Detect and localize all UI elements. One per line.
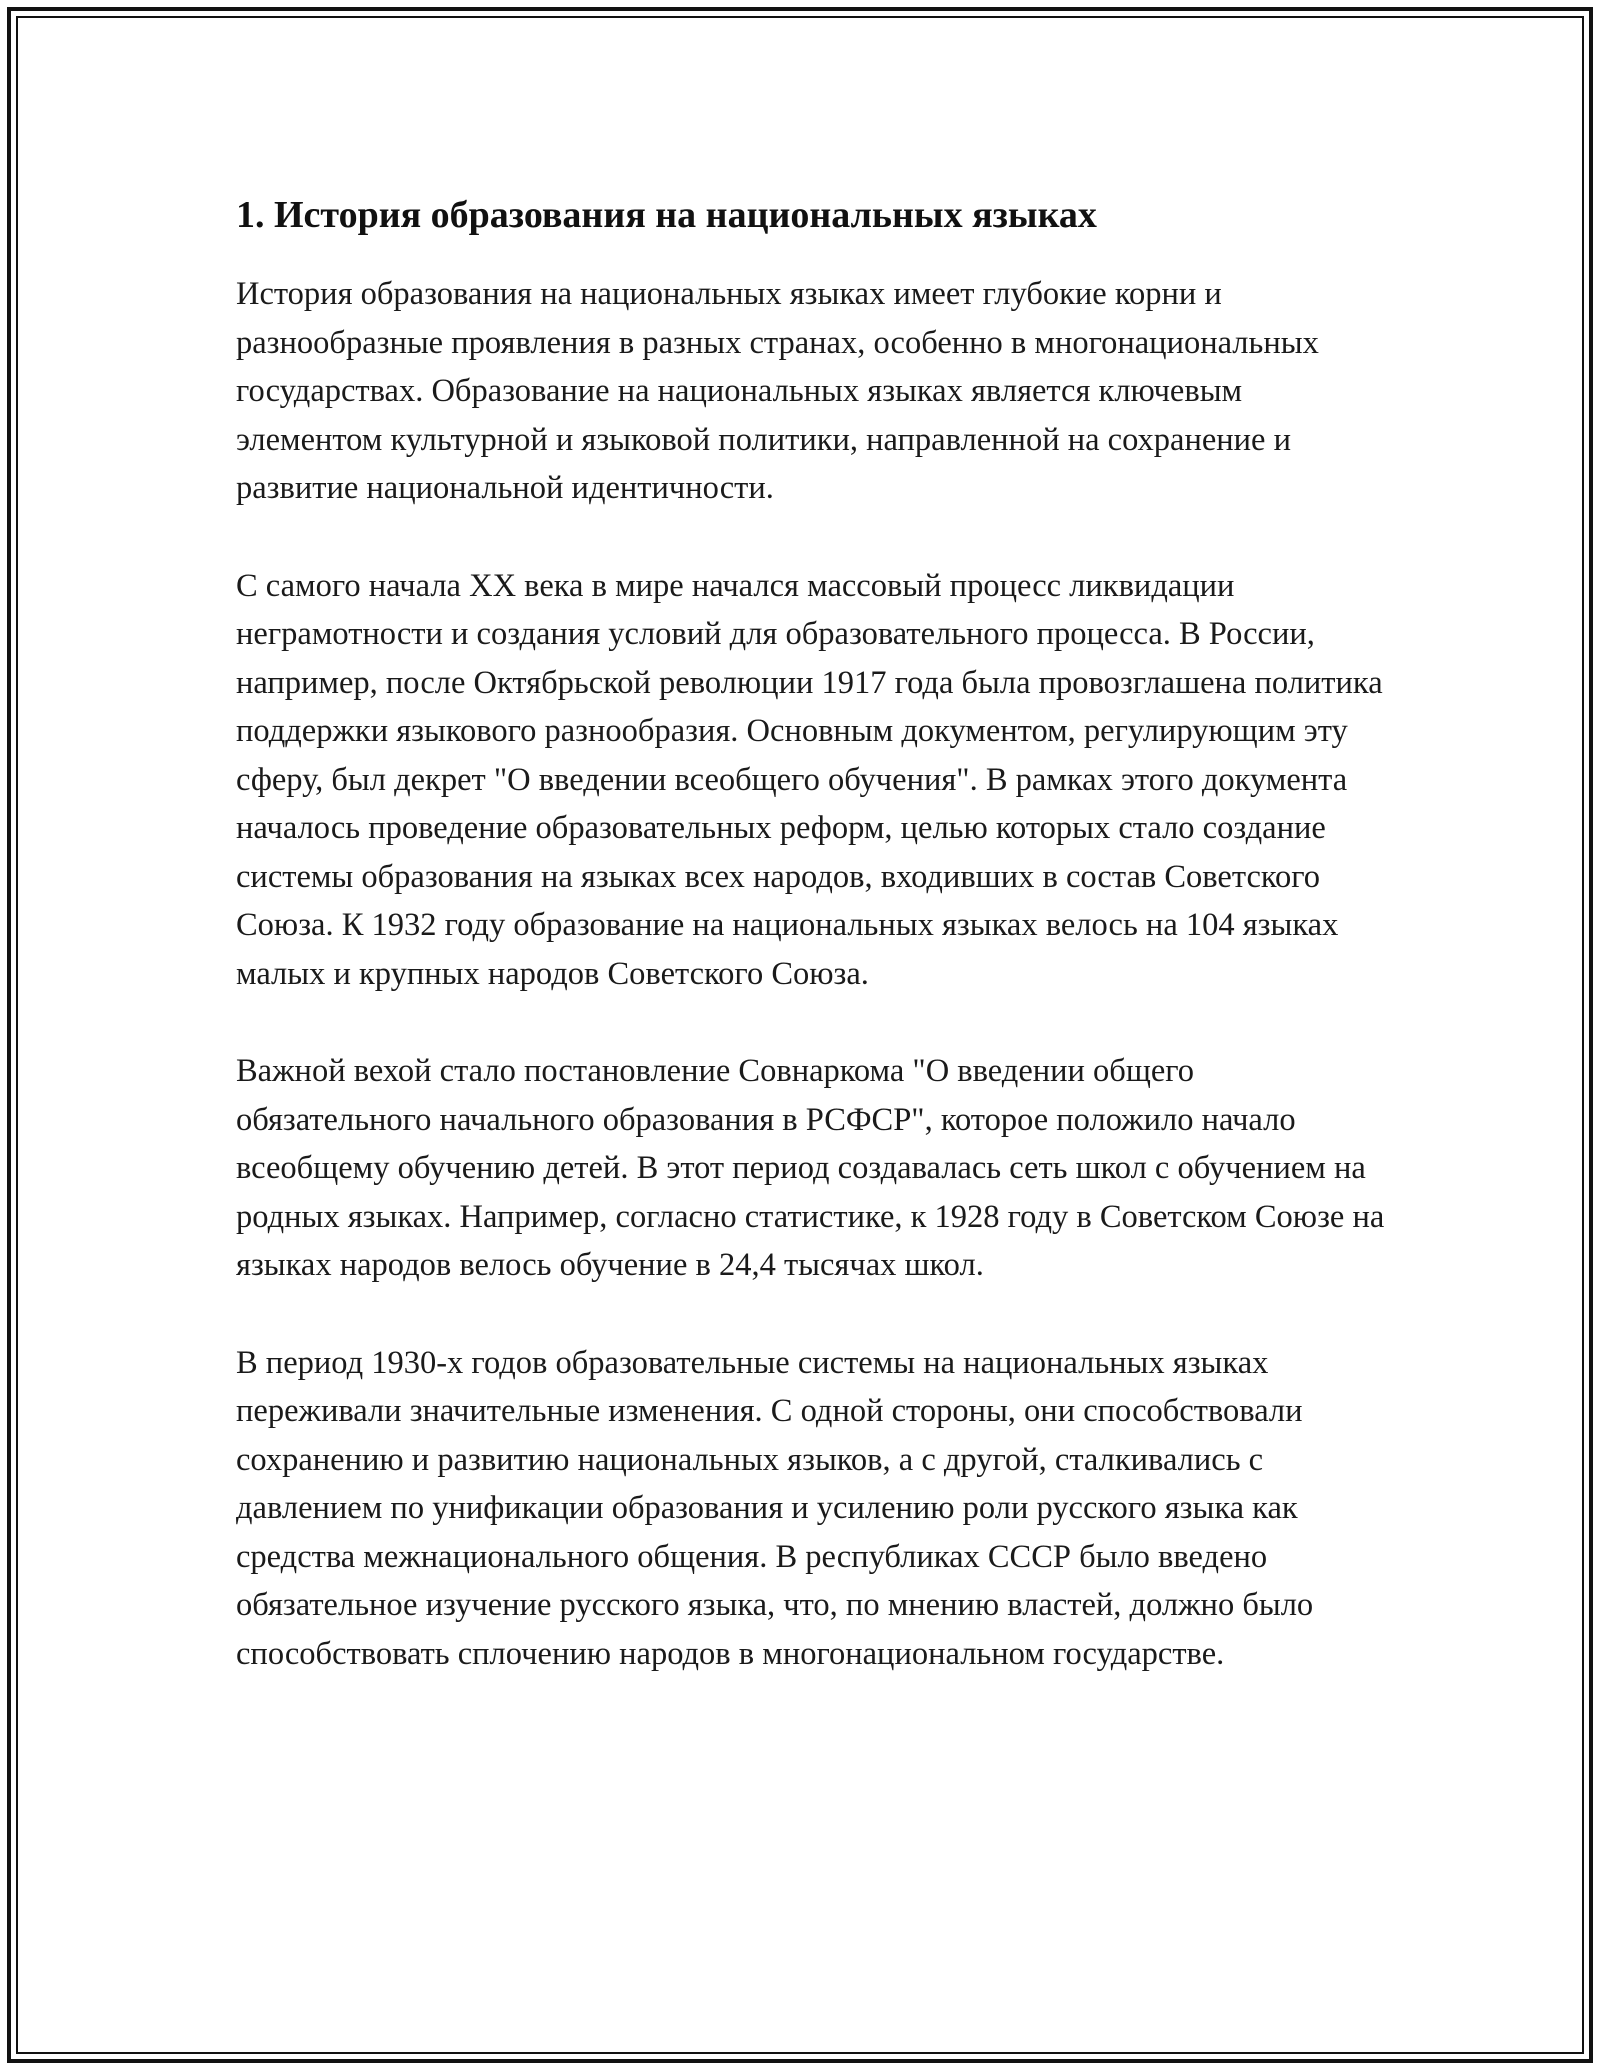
paragraph-early-20th-century: С самого начала XX века в мире начался массовый процесс ликвидации неграмотности и создания условий для образовательного процесса. В России, например, после Октябрьской революции 1917 года была провозглашена политика поддержки языкового разнообразия. Основным документом, регулирующим эту сферу, был декрет "О введении всеобщего обучения". В рамках этого документа началось проведение образовательных реформ, целью которых стало создание системы образования на языках всех народов, входивших в состав Советского Союза. К 1932 году образование на национальных языках велось на 104 языках малых и крупных народов Советского Союза.	[236, 567, 1383, 992]
paragraph-intro: История образования на национальных языках имеет глубокие корни и разнообразные проявления в разных странах, особенно в многонациональных государствах. Образование на национальных языках является ключевым элементом культурной и языковой политики, направленной на сохранение и развитие национальной идентичности.	[236, 276, 1319, 506]
section-heading: 1. История образования на национальных языках	[236, 194, 1097, 236]
document-body	[236, 186, 1396, 1727]
paragraph-1930s: В период 1930-х годов образовательные системы на национальных языках переживали значительные изменения. С одной стороны, они способствовали сохранению и развитию национальных языков, а с другой, сталкивались с давлением по унификации образования и усилению роли русского языка как средства межнационального общения. В республиках СССР было введено обязательное изучение русского языка, что, по мнению властей, должно было способствовать сплочению народов в многонациональном государстве.	[236, 1344, 1314, 1672]
paragraph-sovnarkom-decree: Важной вехой стало постановление Совнаркома "О введении общего обязательного начального образования в РСФСР", которое положило начало всеобщему обучению детей. В этот период создавалась сеть школ с обучением на родных языках. Например, согласно статистике, к 1928 году в Советском Союзе на языках народов велось обучение в 24,4 тысячах школ.	[236, 1053, 1385, 1283]
